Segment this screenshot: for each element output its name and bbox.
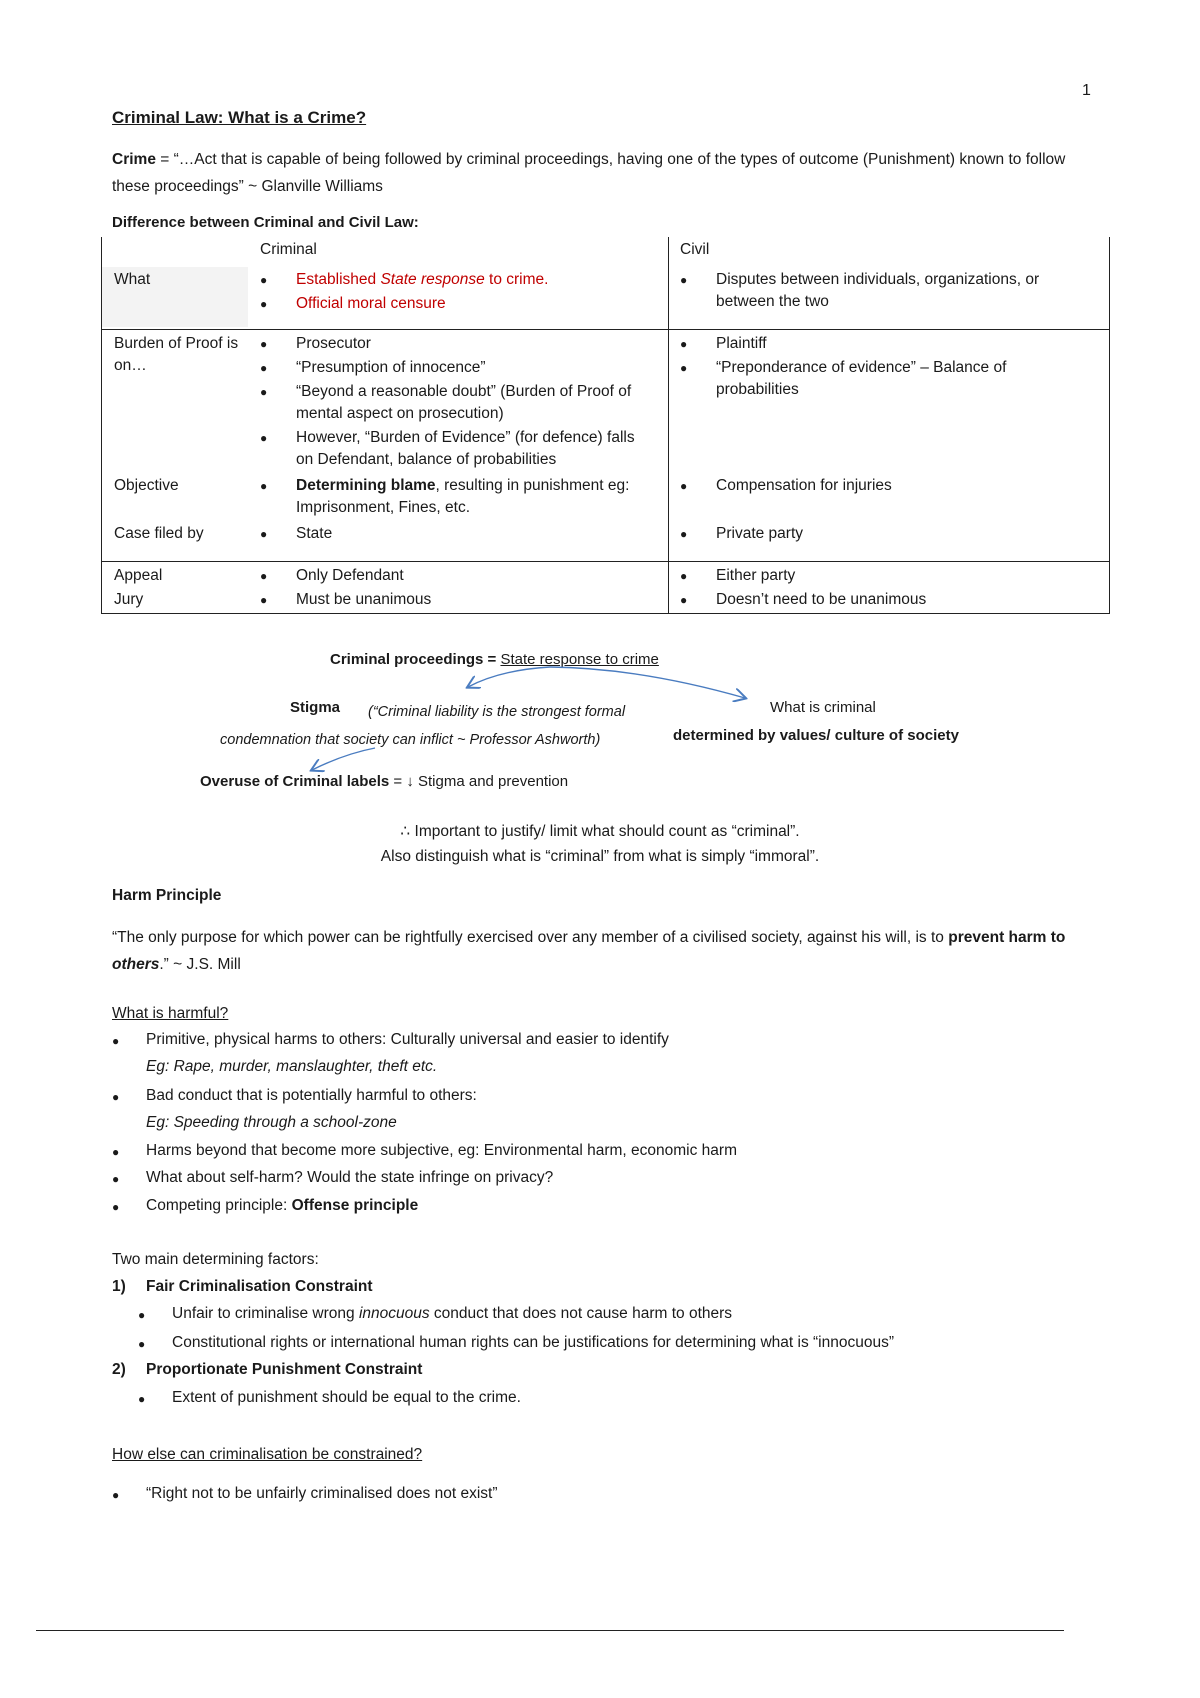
harmful-example-2: Eg: Speeding through a school-zone (146, 1114, 397, 1131)
criminal-burden-2: “Presumption of innocence” (296, 359, 486, 376)
definition-text: = “…Act that is capable of being followed by criminal proceedings, having one of the types of outcome (Punishment) known to follow these proceedings” ~ Glanville Williams (112, 151, 1066, 195)
factor-1-title: Fair Criminalisation Constraint (146, 1278, 373, 1295)
stigma-quote: (“Criminal liability is the strongest formal condemnation that society can inflict ~ Professor Ashworth) (220, 704, 626, 748)
row-label-objective: Objective (114, 477, 179, 494)
crime-definition (112, 146, 1072, 200)
criminal-jury: Must be unanimous (296, 591, 432, 608)
arrow-to-what-is-criminal (550, 667, 745, 698)
bullet-icon: ● (138, 1392, 146, 1406)
criminal-objective: Determining blame, resulting in punishment eg: Imprisonment, Fines, etc. (296, 477, 630, 516)
bullet-icon: ● (680, 593, 688, 607)
criminal-burden-3: “Beyond a reasonable doubt” (Burden of Proof of mental aspect on prosecution) (296, 383, 632, 422)
civil-burden-1: Plaintiff (716, 335, 767, 352)
civil-jury: Doesn’t need to be unanimous (716, 591, 927, 608)
criminal-case-filed: State (296, 525, 333, 542)
definition-label: Crime (112, 151, 156, 168)
bullet-icon: ● (260, 337, 268, 351)
bullet-icon: ● (260, 297, 268, 311)
factor-1-number: 1) (112, 1278, 126, 1295)
bullet-icon: ● (680, 361, 688, 375)
civil-what: Disputes between individuals, organizations, or between the two (716, 271, 1040, 310)
bullet-icon: ● (260, 273, 268, 287)
harm-principle-heading: Harm Principle (112, 887, 222, 904)
harmful-item-1: Primitive, physical harms to others: Culturally universal and easier to identify (146, 1031, 669, 1048)
harm-quote: “The only purpose for which power can be rightfully exercised over any member of a civilised society, against his will, is to prevent harm to others.” ~ J.S. Mill (112, 929, 1066, 973)
criminal-what-2: Official moral censure (296, 295, 446, 312)
constrained-item: “Right not to be unfairly criminalised does not exist” (146, 1485, 498, 1502)
conclusion-line-2: Also distinguish what is “criminal” from what is simply “immoral”. (380, 848, 820, 865)
bullet-icon: ● (112, 1090, 120, 1104)
row-label-burden: Burden of Proof is on… (114, 335, 239, 374)
civil-appeal: Either party (716, 567, 796, 584)
bullet-icon: ● (260, 593, 268, 607)
what-is-criminal: What is criminal (770, 699, 876, 716)
stigma-label: Stigma (290, 699, 341, 716)
col-criminal-header: Criminal (260, 241, 317, 258)
row-label-appeal: Appeal (114, 567, 163, 584)
civil-objective: Compensation for injuries (716, 477, 892, 494)
row-label-jury: Jury (114, 591, 144, 608)
bullet-icon: ● (680, 527, 688, 541)
civil-case-filed: Private party (716, 525, 804, 542)
bullet-icon: ● (112, 1145, 120, 1159)
table-heading: Difference between Criminal and Civil Law: (112, 214, 419, 231)
bullet-icon: ● (260, 569, 268, 583)
criminal-what-1: Established State response to crime. (296, 271, 549, 288)
conclusion-line-1: ∴ Important to justify/ limit what should count as “criminal”. (400, 823, 800, 840)
page-number: 1 (1082, 82, 1091, 99)
what-is-harmful-heading: What is harmful? (112, 1005, 229, 1022)
harmful-item-5: Competing principle: Offense principle (146, 1197, 419, 1214)
overuse-labels: Overuse of Criminal labels = ↓ Stigma and prevention (200, 773, 569, 790)
bullet-icon: ● (680, 273, 688, 287)
row-divider (102, 561, 1109, 562)
row-label-what: What (114, 271, 151, 288)
arrow-to-stigma (468, 667, 550, 687)
bullet-icon: ● (260, 385, 268, 399)
harmful-item-3: Harms beyond that become more subjective, eg: Environmental harm, economic harm (146, 1142, 737, 1159)
harmful-item-2: Bad conduct that is potentially harmful to others: (146, 1087, 477, 1104)
factors-intro: Two main determining factors: (112, 1251, 319, 1268)
criminal-burden-4: However, “Burden of Evidence” (for defence) falls on Defendant, balance of probabilities (296, 429, 635, 468)
bullet-icon: ● (112, 1172, 120, 1186)
factor-1-point-a: Unfair to criminalise wrong innocuous conduct that does not cause harm to others (172, 1305, 733, 1322)
column-divider (668, 237, 669, 613)
factor-2-point-a: Extent of punishment should be equal to the crime. (172, 1389, 521, 1406)
bullet-icon: ● (260, 361, 268, 375)
criminal-burden-1: Prosecutor (296, 335, 371, 352)
factor-2-title: Proportionate Punishment Constraint (146, 1361, 423, 1378)
bullet-icon: ● (138, 1308, 146, 1322)
bullet-icon: ● (260, 431, 268, 445)
bullet-icon: ● (112, 1200, 120, 1214)
constrained-heading: How else can criminalisation be constrained? (112, 1446, 423, 1463)
bullet-icon: ● (260, 479, 268, 493)
comparison-table (101, 237, 1110, 614)
factor-1-point-b: Constitutional rights or international human rights can be justifications for determining what is “innocuous” (172, 1334, 894, 1351)
row-label-case-filed: Case filed by (114, 525, 204, 542)
page-title: Criminal Law: What is a Crime? (112, 108, 367, 127)
footer-divider (36, 1630, 1064, 1631)
row-divider (102, 329, 1109, 330)
criminal-appeal: Only Defendant (296, 567, 404, 584)
diagram-root: Criminal proceedings = State response to crime (330, 651, 659, 668)
bullet-icon: ● (112, 1488, 120, 1502)
bullet-icon: ● (112, 1034, 120, 1048)
harmful-item-4: What about self-harm? Would the state infringe on privacy? (146, 1169, 554, 1186)
bullet-icon: ● (260, 527, 268, 541)
bullet-icon: ● (138, 1337, 146, 1351)
civil-burden-2: “Preponderance of evidence” – Balance of probabilities (716, 359, 1007, 398)
bullet-icon: ● (680, 479, 688, 493)
harmful-example-1: Eg: Rape, murder, manslaughter, theft etc. (146, 1058, 438, 1075)
factor-2-number: 2) (112, 1361, 126, 1378)
col-civil-header: Civil (680, 241, 710, 258)
bullet-icon: ● (680, 569, 688, 583)
determined-by-values: determined by values/ culture of society (673, 727, 959, 744)
bullet-icon: ● (680, 337, 688, 351)
